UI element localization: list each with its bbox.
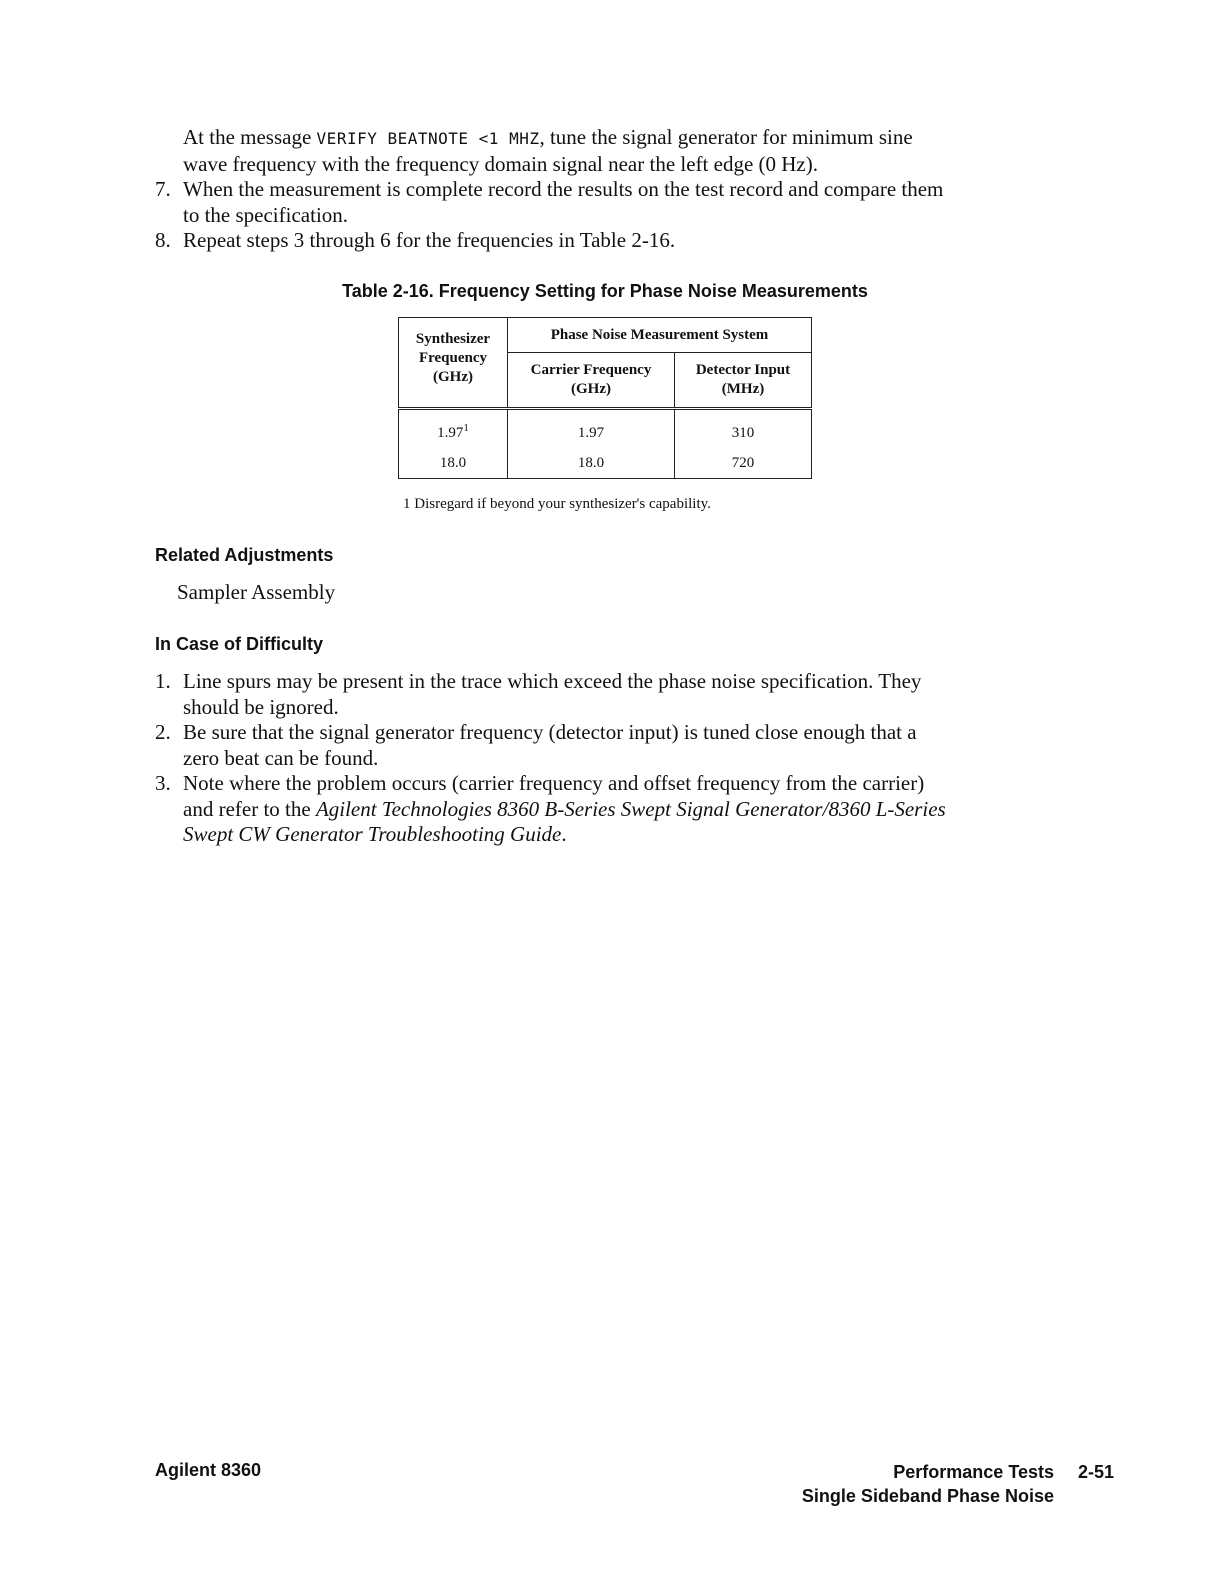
table-caption: Table 2-16. Frequency Setting for Phase Noise Measurements — [342, 281, 868, 301]
footer-section-title: Performance Tests — [893, 1462, 1054, 1482]
header-detector-input: Detector Input (MHz) — [675, 353, 812, 409]
header-carrier-frequency: Carrier Frequency (GHz) — [508, 353, 675, 409]
step-number: 7. — [155, 177, 171, 201]
table-row — [399, 449, 812, 479]
guide-title-cont: Swept CW Generator Troubleshooting Guide — [183, 822, 562, 847]
header-synthesizer-frequency: Synthesizer Frequency (GHz) — [399, 318, 508, 409]
footnote-marker: 1 — [463, 421, 469, 434]
intro-line-2: wave frequency with the frequency domain signal near the left edge (0 Hz). — [183, 151, 818, 176]
synth-cell: 1.97$^1$ — [399, 409, 508, 449]
verify-beatnote-message: VERIFY BEATNOTE <1 MHZ — [316, 129, 540, 148]
frequency-setting-table — [398, 317, 812, 479]
step-7-line-1: When the measurement is complete record the results on the test record and compare them — [183, 177, 944, 201]
footer-product: Agilent 8360 — [155, 1460, 262, 1480]
step-number: 8. — [155, 228, 171, 252]
related-adjustments-item: Sampler Assembly — [177, 580, 336, 604]
table-row — [399, 409, 812, 449]
intro-line1-rest: , tune the signal generator for minimum sine — [539, 125, 913, 149]
carrier-cell: 18.0 — [508, 449, 675, 479]
step-7-line-2: to the specification. — [183, 202, 349, 227]
guide-title: Agilent Technologies 8360 B-Series Swept Signal Generator/8360 L-Series — [315, 796, 946, 821]
footer-subsection: Single Sideband Phase Noise — [801, 1486, 1054, 1506]
step-8-line-1: Repeat steps 3 through 6 for the frequencies in Table 2-16. — [183, 228, 676, 252]
header-phase-noise-system: Phase Noise Measurement System — [508, 318, 812, 353]
page-number: 2-51 — [1077, 1462, 1114, 1482]
intro-paragraph — [183, 125, 1063, 177]
related-adjustments-heading: Related Adjustments — [155, 545, 334, 565]
table-footnote: 1 Disregard if beyond your synthesizer's capability. — [403, 496, 711, 512]
intro-prefix: At the message — [183, 125, 317, 149]
synth-cell: 18.0 — [399, 449, 508, 479]
item-number: 1. — [155, 669, 171, 693]
item-number: 3. — [155, 771, 171, 795]
carrier-cell: 1.97 — [508, 409, 675, 449]
detector-cell: 720 — [675, 449, 812, 479]
footer-section — [801, 1460, 1114, 1508]
difficulty-heading: In Case of Difficulty — [155, 634, 324, 654]
intro-line-1 — [183, 125, 1063, 152]
detector-cell: 310 — [675, 409, 812, 449]
item-number: 2. — [155, 720, 171, 744]
